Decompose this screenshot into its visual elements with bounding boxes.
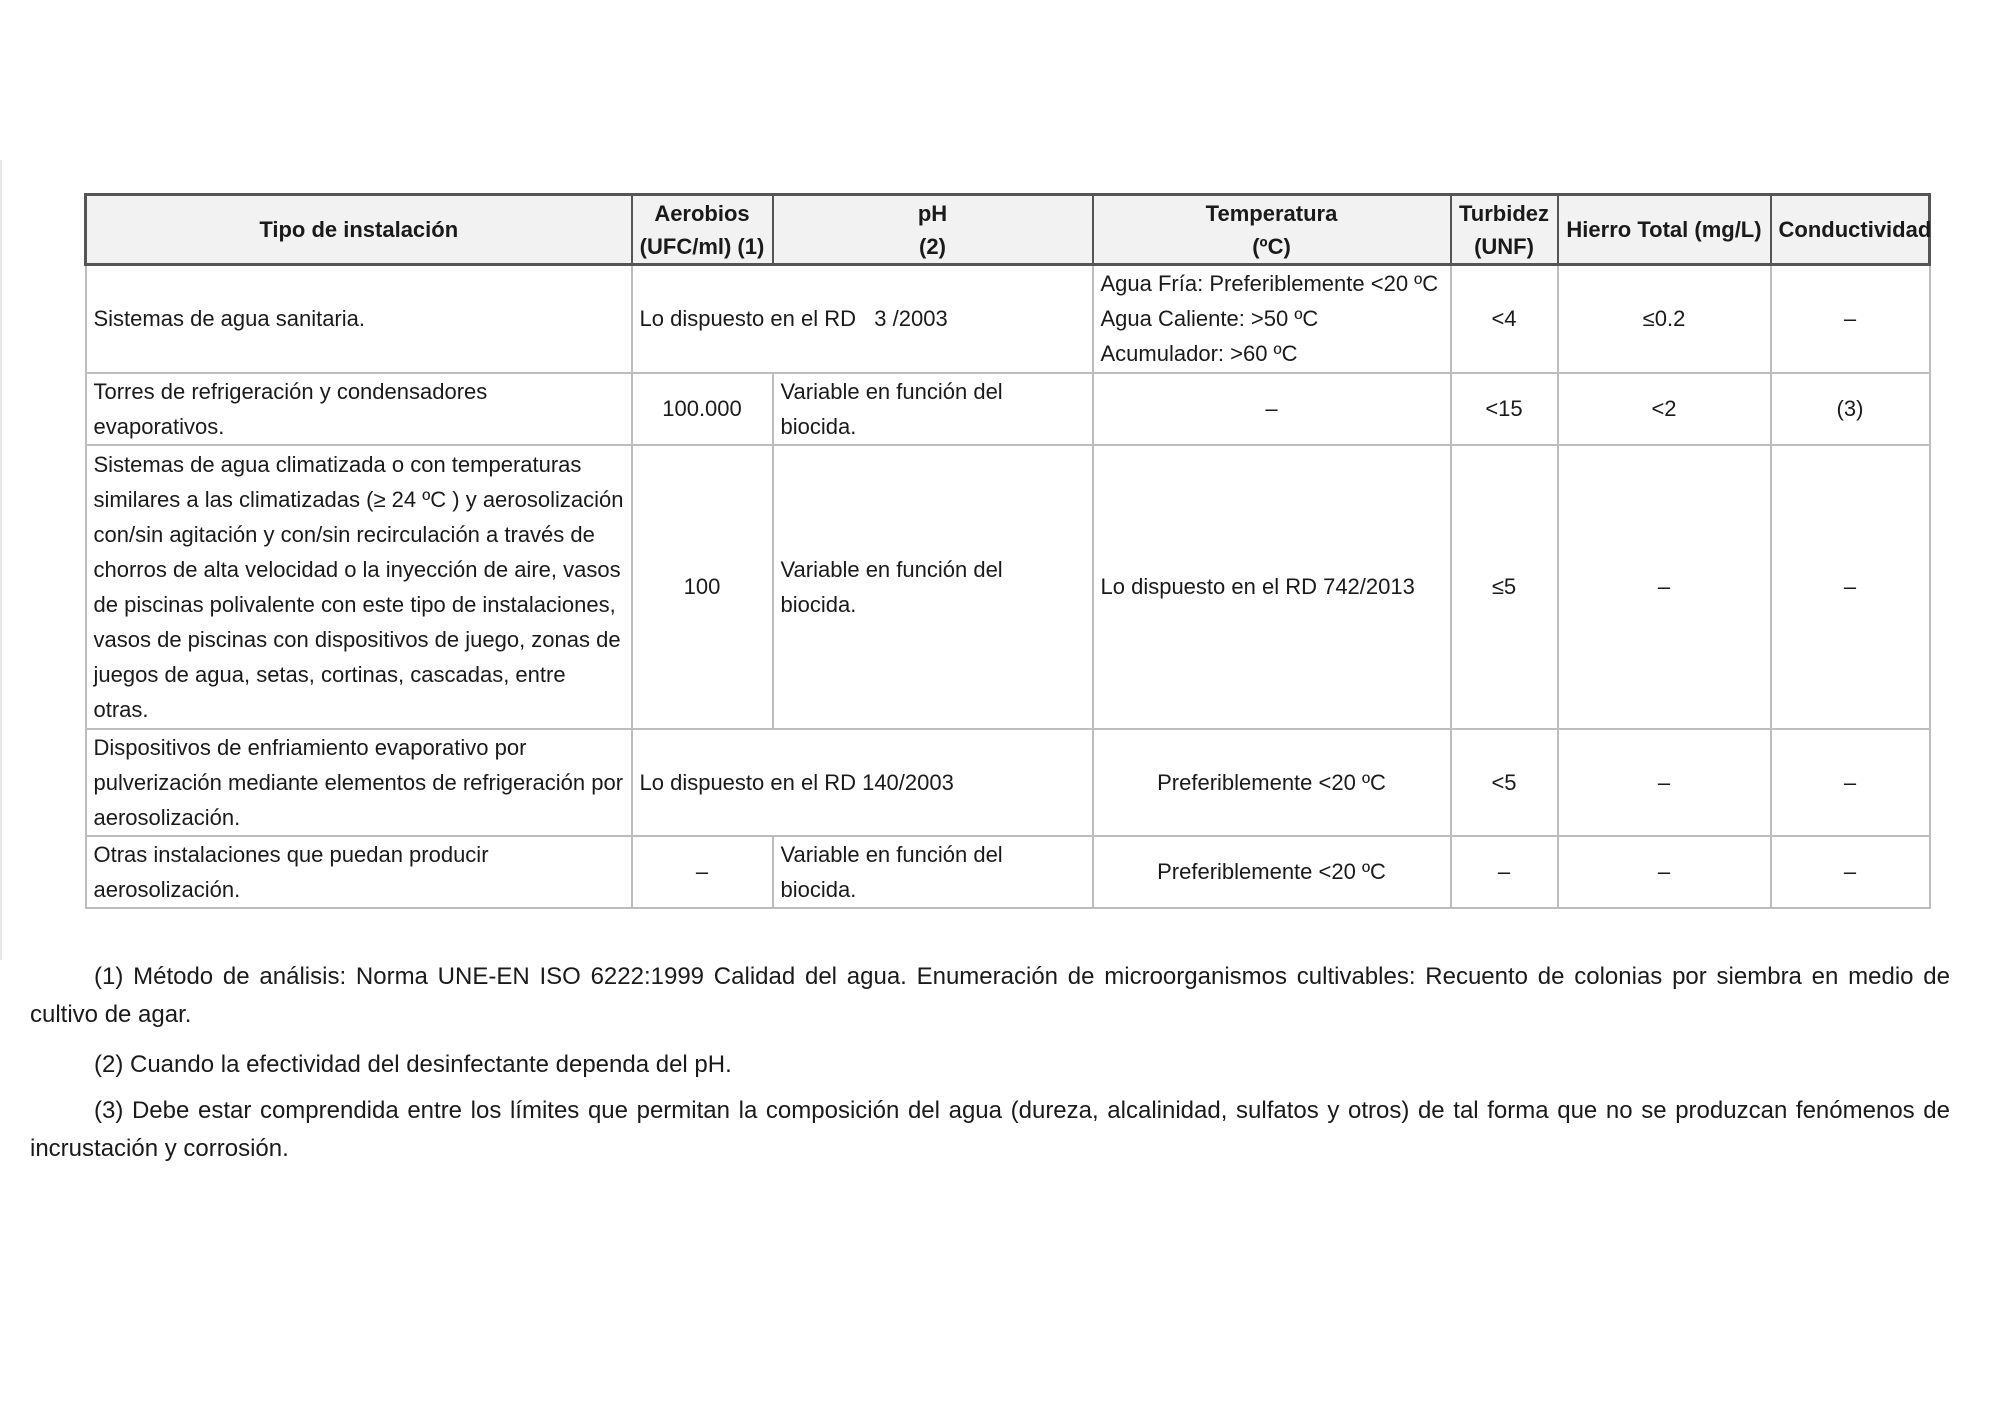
cell-turbidez: ≤5	[1451, 445, 1558, 729]
footnote-2: (2) Cuando la efectividad del desinfectante dependa del pH.	[94, 1051, 732, 1078]
header-temperatura-label: Temperatura	[1205, 200, 1338, 226]
cell-ph: Variable en función del biocida.	[773, 445, 1093, 729]
cell-aerobios: –	[632, 836, 773, 908]
cell-conductividad: –	[1771, 445, 1930, 729]
cell-turbidez: –	[1451, 836, 1558, 908]
header-hierro-label: Hierro Total (mg/L)	[1566, 217, 1762, 242]
cell-conductividad: –	[1771, 729, 1930, 836]
cell-temperatura: Lo dispuesto en el RD 742/2013	[1093, 445, 1451, 729]
header-conductividad	[1771, 195, 1930, 265]
cell-hierro: –	[1558, 836, 1771, 908]
cell-temperatura: Preferiblemente <20 ºC	[1093, 729, 1451, 836]
header-aerobios	[632, 195, 773, 265]
table-row	[86, 265, 1930, 373]
cell-hierro: ≤0.2	[1558, 265, 1771, 373]
cell-tipo: Dispositivos de enfriamiento evaporativo por pulverización mediante elementos de refrigeración por aerosolización.	[86, 729, 632, 836]
header-aerobios-label: Aerobios	[654, 200, 750, 226]
table-row	[86, 836, 1930, 908]
table-row	[86, 445, 1930, 729]
cell-turbidez: <4	[1451, 265, 1558, 373]
cell-hierro: –	[1558, 445, 1771, 729]
cell-temperatura: –	[1093, 373, 1451, 445]
header-turbidez-unit: (UNF)	[1474, 233, 1534, 259]
cell-conductividad: (3)	[1771, 373, 1930, 445]
cell-aerobios: 100	[632, 445, 773, 729]
cell-tipo: Sistemas de agua climatizada o con temperaturas similares a las climatizadas (≥ 24 ºC ) y aerosolización con/sin agitación y con/sin recirculación a través de chorros de alta velocidad o la inyección de aire, vasos de piscinas polivalente con este tipo de instalaciones, vasos de piscinas con dispositivos de juego, zonas de juegos de agua, setas, cortinas, cascadas, entre otras.	[86, 445, 632, 729]
header-hierro	[1558, 195, 1771, 265]
cell-ph: Variable en función del biocida.	[773, 836, 1093, 908]
footnote-3: (3) Debe estar comprendida entre los límites que permitan la composición del agua (dureza, alcalinidad, sulfatos y otros) de tal forma que no se produzcan fenómenos de incrustación y corrosión.	[30, 1097, 1950, 1162]
table-row	[86, 729, 1930, 836]
header-tipo	[86, 195, 632, 265]
cell-tipo: Sistemas de agua sanitaria.	[86, 265, 632, 373]
header-ph	[773, 195, 1093, 265]
cell-tipo: Torres de refrigeración y condensadores evaporativos.	[86, 373, 632, 445]
cell-hierro: <2	[1558, 373, 1771, 445]
header-aerobios-unit: (UFC/ml) (1)	[639, 233, 765, 259]
cell-conductividad: –	[1771, 265, 1930, 373]
header-ph-label: pH	[917, 200, 948, 226]
header-row	[86, 195, 1930, 265]
header-temperatura-unit: (ºC)	[1252, 233, 1291, 259]
header-turbidez	[1451, 195, 1558, 265]
header-turbidez-label: Turbidez	[1458, 200, 1550, 226]
header-conductividad-label: Conductividad	[1778, 217, 1932, 242]
requirements-table	[84, 193, 1931, 909]
header-temperatura	[1093, 195, 1451, 265]
table-row	[86, 373, 1930, 445]
cell-aerobios-ph-merged: Lo dispuesto en el RD 3 /2003	[632, 265, 1093, 373]
cell-temperatura: Preferiblemente <20 ºC	[1093, 836, 1451, 908]
header-ph-note: (2)	[919, 233, 946, 259]
header-tipo-label: Tipo de instalación	[259, 217, 459, 242]
footnote-1: (1) Método de análisis: Norma UNE-EN ISO 6222:1999 Calidad del agua. Enumeración de microorganismos cultivables: Recuento de colonias por siembra en medio de cultivo de agar.	[30, 963, 1950, 1028]
table-header	[86, 195, 1930, 265]
cell-temperatura: Agua Fría: Preferiblemente <20 ºC Agua Caliente: >50 ºC Acumulador: >60 ºC	[1093, 265, 1451, 373]
cell-aerobios: 100.000	[632, 373, 773, 445]
cell-conductividad: –	[1771, 836, 1930, 908]
cell-turbidez: <5	[1451, 729, 1558, 836]
cell-ph: Variable en función del biocida.	[773, 373, 1093, 445]
page-edge-line	[0, 160, 2, 960]
cell-tipo: Otras instalaciones que puedan producir aerosolización.	[86, 836, 632, 908]
cell-aerobios-ph-merged: Lo dispuesto en el RD 140/2003	[632, 729, 1093, 836]
cell-hierro: –	[1558, 729, 1771, 836]
cell-turbidez: <15	[1451, 373, 1558, 445]
